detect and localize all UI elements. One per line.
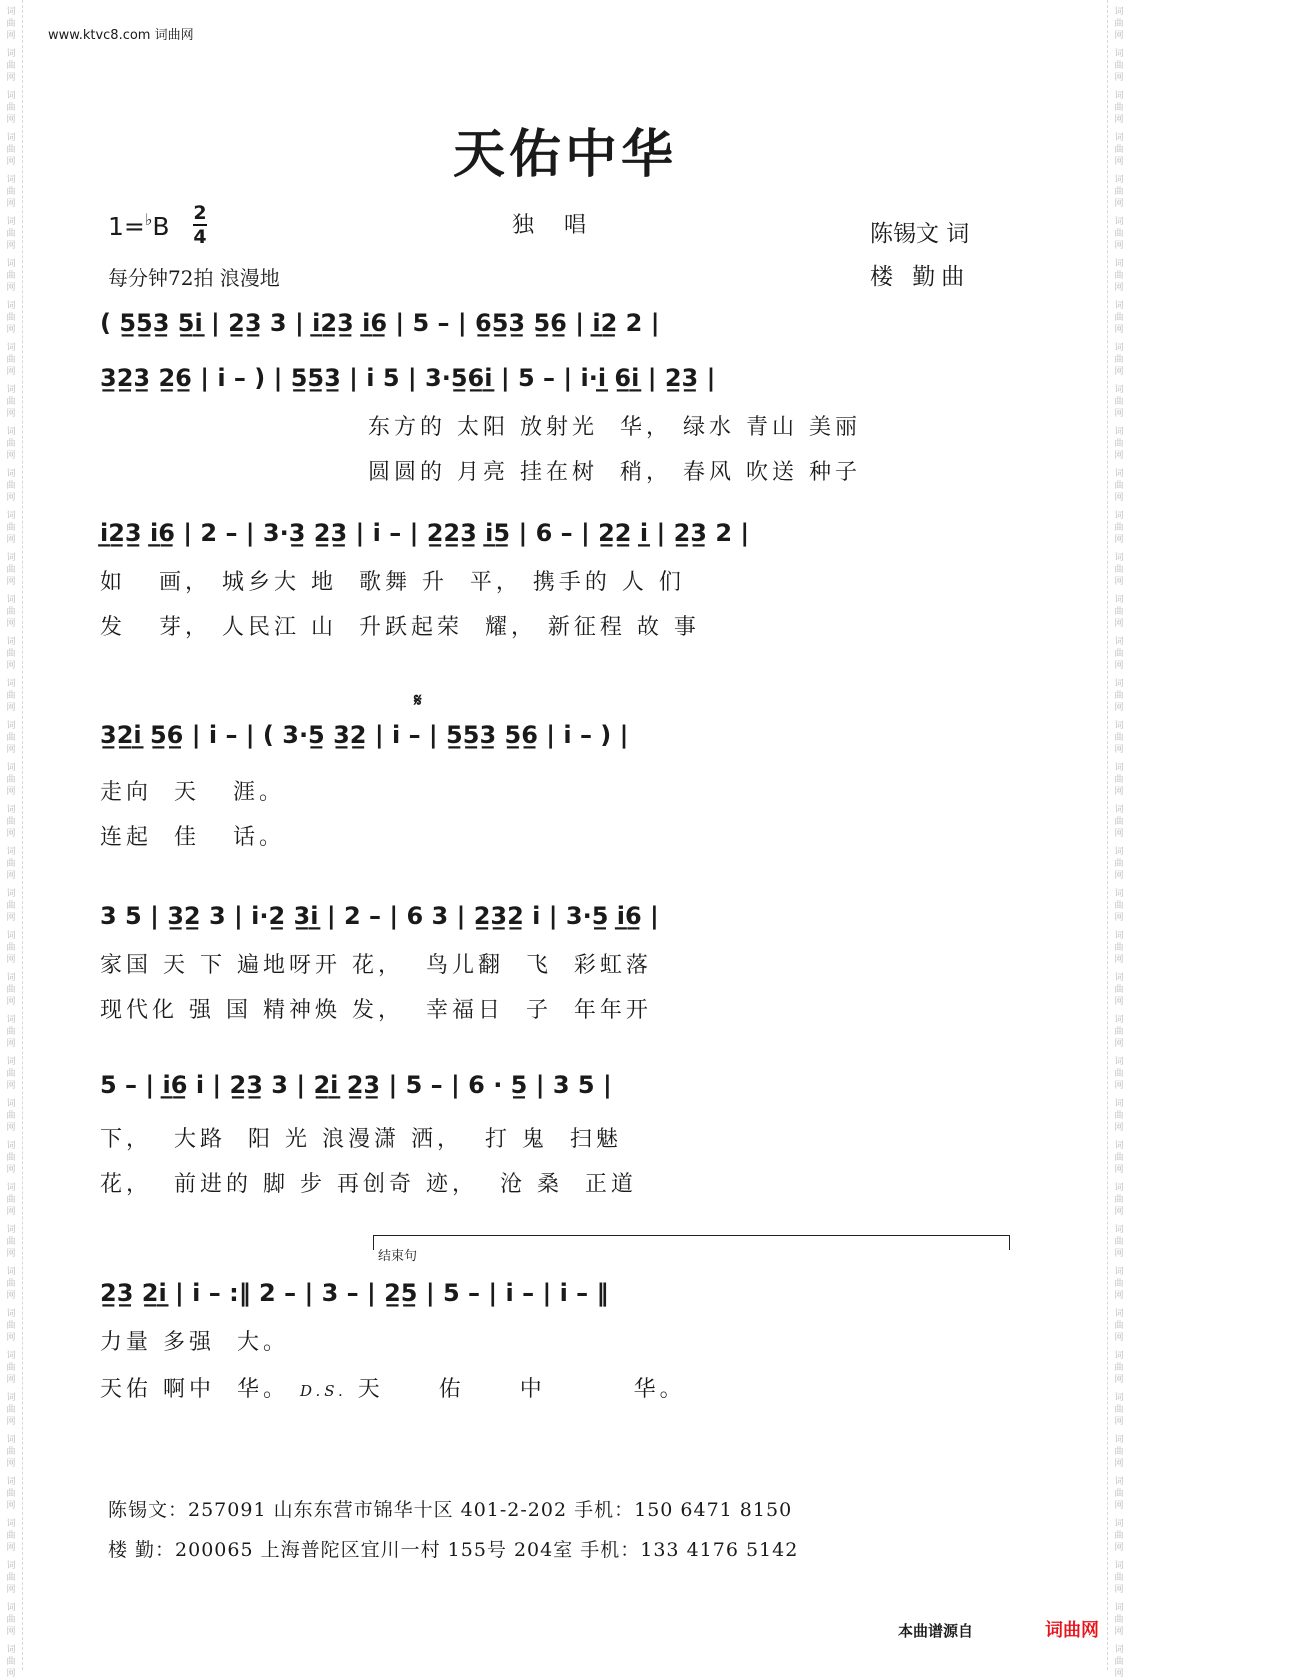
time-signature [193,203,207,247]
side-watermark-label: 词 曲 网 [6,217,16,251]
source-note: 本曲谱源自 [898,1622,974,1640]
side-watermark-label: 词 曲 网 [1114,133,1124,167]
music-line-6 [100,1062,1030,1106]
side-watermark-label: 词 曲 网 [6,1645,16,1679]
side-watermark-label: 词 曲 网 [6,1183,16,1217]
side-watermark-label: 词 曲 网 [1114,1141,1124,1175]
side-watermark-label: 词 曲 网 [1114,1183,1124,1217]
side-watermark-label: 词 曲 网 [6,763,16,797]
side-watermark-label: 词 曲 网 [6,1309,16,1343]
ending-bracket [373,1235,1010,1250]
side-watermark-label: 词 曲 网 [1114,427,1124,461]
lyricist-credit: 陈锡文 词 [870,221,970,247]
side-watermark-label: 词 曲 网 [6,553,16,587]
site-url-header[interactable]: www.ktvc8.com 词曲网 [48,28,194,43]
side-watermark-label: 词 曲 网 [1114,259,1124,293]
side-watermark-label: 词 曲 网 [6,175,16,209]
lyrics-line-4-verse-2: 连起 佳 话。 [100,825,285,850]
side-watermark-label: 词 曲 网 [6,469,16,503]
lyrics-line-5-verse-2: 现代化 强 国 精神焕 发， 幸福日 子 年年开 [100,998,652,1023]
side-watermark-label: 词 曲 网 [1114,973,1124,1007]
key-signature [108,212,170,241]
side-watermark-label: 词 曲 网 [6,7,16,41]
side-watermark-label: 词 曲 网 [1114,1477,1124,1511]
side-watermark-label: 词 曲 网 [6,889,16,923]
side-watermark-label: 词 曲 网 [6,1435,16,1469]
side-watermark-label: 词 曲 网 [6,91,16,125]
side-watermark-label: 词 曲 网 [1114,1099,1124,1133]
side-watermark-label: 词 曲 网 [6,1267,16,1301]
side-watermark-label: 词 曲 网 [1114,301,1124,335]
composer-credit: 楼 勤曲 [870,264,971,290]
side-watermark-label: 词 曲 网 [6,1477,16,1511]
flat-symbol: ♭ [144,210,153,229]
side-watermark-label: 词 曲 网 [6,637,16,671]
side-watermark-label: 词 曲 网 [6,259,16,293]
lyrics-ending-a: 天佑 啊中 华。 [100,1377,300,1402]
music-line-3 [100,510,1030,554]
side-watermark-label: 词 曲 网 [1114,679,1124,713]
side-watermark-label: 词 曲 网 [1114,385,1124,419]
side-watermark-label: 词 曲 网 [1114,637,1124,671]
lyrics-ending-b: 天 佑 中 华。 [346,1377,686,1402]
lyrics-line-7-verse-2 [100,1372,1030,1403]
side-watermark-label: 词 曲 网 [6,1351,16,1385]
notation-text: 3̲2̲3̲ 2̲6̲ | i – ) | 5̲5̲3̲ | i 5 | 3·5̲6̲i̲ | 5 – | i·i̲ 6̲i̲ | 2̲3̲ | [100,364,716,392]
side-watermark-label: 词 曲 网 [6,385,16,419]
side-watermark-label: 词 曲 网 [1114,1267,1124,1301]
lyrics-line-2-verse-2: 圆圆的 月亮 挂在树 稍， 春风 吹送 种子 [368,460,861,485]
composer-contact: 楼 勤：200065 上海普陀区宜川一村 155号 204室 手机：133 4176 5142 [108,1539,799,1561]
lyricist-contact: 陈锡文：257091 山东东营市锦华十区 401-2-202 手机：150 6471 8150 [108,1499,793,1521]
side-watermark-label: 词 曲 网 [1114,889,1124,923]
lyrics-line-4-verse-1: 走向 天 涯。 [100,780,285,805]
side-watermark-label: 词 曲 网 [1114,1225,1124,1259]
side-watermark-label: 词 曲 网 [1114,1057,1124,1091]
performance-type: 独唱 [512,213,617,238]
side-watermark-label: 词 曲 网 [1114,847,1124,881]
lyrics-line-3-verse-1: 如 画， 城乡大 地 歌舞 升 平， 携手的 人 们 [100,570,685,595]
side-watermark-label: 词 曲 网 [1114,7,1124,41]
side-watermark-label: 词 曲 网 [6,721,16,755]
lyrics-line-2-verse-1: 东方的 太阳 放射光 华， 绿水 青山 美丽 [368,415,861,440]
side-watermark-label: 词 曲 网 [1114,595,1124,629]
side-watermark-label: 词 曲 网 [1114,1603,1124,1637]
notation-text: 3̲2̲i̲ 5̲6̲ | i – | ( 3·5̲ 3̲2̲ | i – | 5̲5̲3̲ 5̲6̲ | i – ) | [100,721,629,749]
notation-text: ( 5̲5̲3̲ 5̲i̲ | 2̲3̲ 3 | i̲2̲3̲ i̲6̲ | 5 – | 6̲5̲3̲ 5̲6̲ | i̲2̲ 2 | [100,309,660,337]
side-watermark-label: 词 曲 网 [6,49,16,83]
side-watermark-label: 词 曲 网 [6,1519,16,1553]
side-watermark-label: 词 曲 网 [6,1561,16,1595]
side-watermark-label: 词 曲 网 [6,133,16,167]
side-watermark-label: 词 曲 网 [1114,217,1124,251]
ending-label: 结束句 [378,1249,418,1264]
side-watermark-label: 词 曲 网 [6,595,16,629]
side-watermark-label: 词 曲 网 [1114,343,1124,377]
left-watermark-strip [0,0,23,1679]
side-watermark-label: 词 曲 网 [6,931,16,965]
side-watermark-label: 词 曲 网 [1114,1645,1124,1679]
music-line-5 [100,893,1030,937]
notation-text: i̲2̲3̲ i̲6̲ | 2 – | 3·3̲ 2̲3̲ | i – | 2̲2̲3̲ i̲5̲ | 6 – | 2̲2̲ i̲ | 2̲3̲ 2 | [100,519,750,547]
side-watermark-label: 词 曲 网 [6,1225,16,1259]
time-bottom: 4 [193,226,207,248]
side-watermark-label: 词 曲 网 [6,1099,16,1133]
side-watermark-label: 词 曲 网 [1114,469,1124,503]
notation-text: 5 – | i̲6̲ i | 2̲3̲ 3 | 2̲i̲ 2̲3̲ | 5 – | 6 · 5̲ | 3 5 | [100,1071,612,1099]
side-watermark-label: 词 曲 网 [6,1057,16,1091]
side-watermark-label: 词 曲 网 [6,1603,16,1637]
side-watermark-label: 词 曲 网 [1114,1309,1124,1343]
lyrics-line-6-verse-2: 花， 前进的 脚 步 再创奇 迹， 沧 桑 正道 [100,1172,637,1197]
time-top: 2 [193,202,207,224]
music-line-1 [100,300,1030,344]
side-watermark-label: 词 曲 网 [1114,91,1124,125]
da-segno-mark: D.S. [299,1382,347,1400]
music-line-4 [100,712,1030,756]
side-watermark-label: 词 曲 网 [6,973,16,1007]
side-watermark-label: 词 曲 网 [1114,1519,1124,1553]
side-watermark-label: 词 曲 网 [1114,1393,1124,1427]
side-watermark-label: 词 曲 网 [6,805,16,839]
side-watermark-label: 词 曲 网 [6,427,16,461]
side-watermark-label: 词 曲 网 [1114,721,1124,755]
side-watermark-label: 词 曲 网 [6,847,16,881]
side-watermark-label: 词 曲 网 [6,343,16,377]
lyrics-line-7-verse-1: 力量 多强 大。 [100,1330,289,1355]
side-watermark-label: 词 曲 网 [6,301,16,335]
side-watermark-label: 词 曲 网 [6,679,16,713]
lyrics-line-6-verse-1: 下， 大路 阳 光 浪漫潇 洒， 打 鬼 扫魅 [100,1127,622,1152]
notation-text: 3 5 | 3̲2̲ 3 | i·2̲ 3̲i̲ | 2 – | 6 3 | 2̲3̲2̲ i | 3·5̲ i̲6̲ | [100,902,659,930]
side-watermark-label: 词 曲 网 [1114,49,1124,83]
side-watermark-label: 词 曲 网 [6,511,16,545]
music-line-2 [100,355,1030,399]
side-watermark-label: 词 曲 网 [1114,511,1124,545]
key-prefix: 1= [108,212,145,241]
lyrics-line-3-verse-2: 发 芽， 人民江 山 升跃起荣 耀， 新征程 故 事 [100,615,700,640]
side-watermark-label: 词 曲 网 [6,1393,16,1427]
side-watermark-label: 词 曲 网 [1114,931,1124,965]
side-watermark-label: 词 曲 网 [1114,1351,1124,1385]
song-title: 天佑中华 [452,125,677,185]
side-watermark-label: 词 曲 网 [1114,175,1124,209]
side-watermark-label: 词 曲 网 [1114,805,1124,839]
key-note: B [152,212,170,241]
music-line-7 [100,1270,1030,1314]
segno-sign: 𝄋 [414,690,422,711]
side-watermark-label: 词 曲 网 [1114,1015,1124,1049]
lyrics-line-5-verse-1: 家国 天 下 遍地呀开 花， 鸟儿翻 飞 彩虹落 [100,953,652,978]
right-watermark-strip [1107,0,1130,1679]
side-watermark-label: 词 曲 网 [1114,553,1124,587]
brand-logo[interactable]: 词曲网 [1045,1620,1099,1641]
notation-text: 2̲3̲ 2̲i̲ | i – :‖ 2 – | 3 – | 2̲5̲ | 5 – | i – | i – ‖ [100,1279,609,1307]
side-watermark-label: 词 曲 网 [6,1141,16,1175]
side-watermark-label: 词 曲 网 [1114,763,1124,797]
side-watermark-label: 词 曲 网 [1114,1435,1124,1469]
tempo-marking: 每分钟72拍 浪漫地 [108,266,280,290]
side-watermark-label: 词 曲 网 [6,1015,16,1049]
side-watermark-label: 词 曲 网 [1114,1561,1124,1595]
